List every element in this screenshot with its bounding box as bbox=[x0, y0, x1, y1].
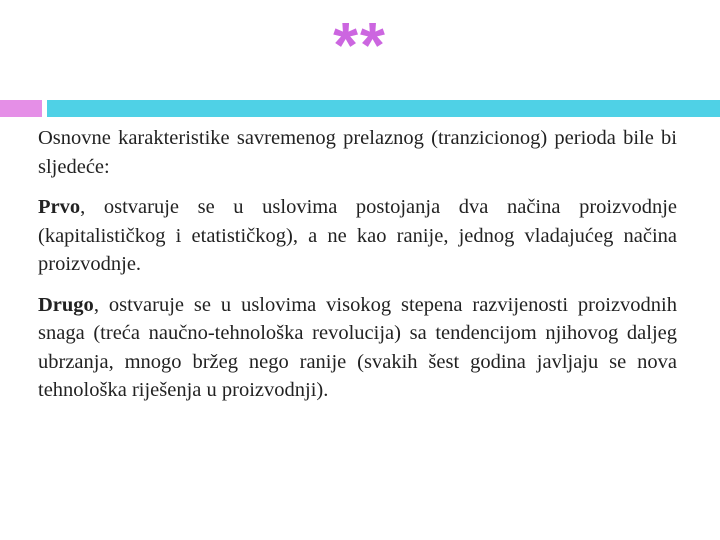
slide-title: ** bbox=[333, 9, 387, 81]
accent-bar-cyan bbox=[47, 100, 720, 117]
slide-body bbox=[38, 124, 677, 417]
paragraph-first-text: , ostvaruje se u uslovima postojanja dva načina proizvodnje (kapitalističkog i etatističkog), a ne kao ranije, jednog vladajućeg načina proizvodnje. bbox=[38, 196, 677, 275]
paragraph-second-lead: Drugo bbox=[38, 293, 94, 316]
paragraph-second bbox=[38, 291, 677, 405]
paragraph-second-text: , ostvaruje se u uslovima visokog stepena razvijenosti proizvodnih snaga (treća naučno-tehnološka revolucija) sa tendencijom njihovog daljeg ubrzanja, mnogo bržeg nego ranije (svakih šest godina javljaju se nova tehnološka riješenja u proizvodnji). bbox=[38, 293, 677, 401]
paragraph-intro bbox=[38, 124, 677, 181]
paragraph-first-lead: Prvo bbox=[38, 196, 81, 218]
paragraph-intro-text: Osnovne karakteristike savremenog prelaznog (tranzicionog) perioda bile bi sljedeće: bbox=[38, 127, 677, 178]
accent-bar-pink bbox=[0, 100, 42, 117]
paragraph-first bbox=[38, 193, 677, 279]
